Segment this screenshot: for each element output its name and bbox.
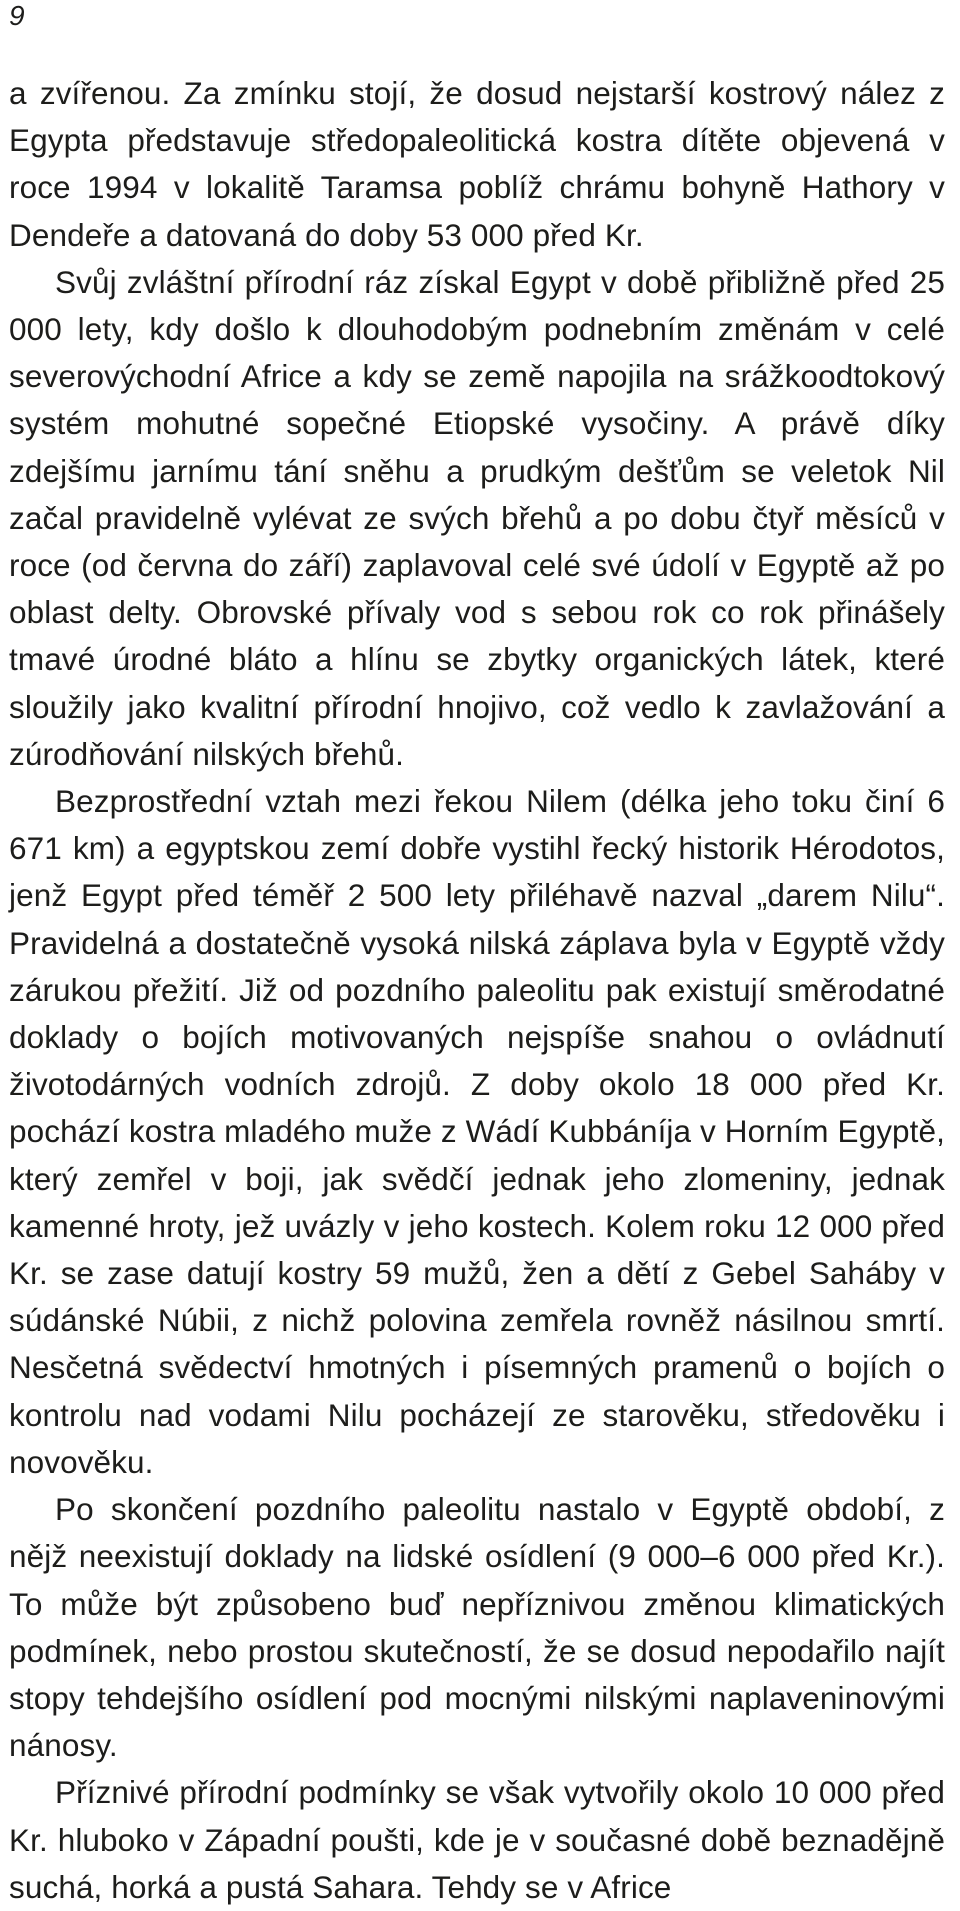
paragraph-2: Svůj zvláštní přírodní ráz získal Egypt v době přibližně před 25 000 lety, kdy došlo k dlouhodobým podnebním změnám v celé severovýchodní Africe a kdy se země napojila na srážkoodtokový systém mohutné sopečné Etiopské vysočiny. A právě díky zdejšímu jarnímu tání sněhu a prudkým dešťům se veletok Nil začal pravidelně vylévat ze svých břehů a po dobu čtyř měsíců v roce (od června do září) zaplavoval celé své údolí v Egyptě až po oblast delty. Obrovské přívaly vod s sebou rok co rok přinášely tmavé úrodné bláto a hlínu se zbytky organických látek, které sloužily jako kvalitní přírodní hnojivo, což vedlo k zavlažování a zúrodňování nilských břehů. <box>9 263 945 772</box>
paragraph-3: Bezprostřední vztah mezi řekou Nilem (délka jeho toku činí 6 671 km) a egyptskou zemí dobře vystihl řecký historik Hérodotos, jenž Egypt před téměř 2 500 lety přiléhavě nazval „darem Nilu“. Pravidelná a dostatečně vysoká nilská záplava byla v Egyptě vždy zárukou přežití. Již od pozdního paleolitu pak existují směrodatné doklady o bojích motivovaných nejspíše snahou o ovládnutí životodárných vodních zdrojů. Z doby okolo 18 000 před Kr. pochází kostra mladého muže z Wádí Kubbáníja v Horním Egyptě, který zemřel v boji, jak svědčí jednak jeho zlomeniny, jednak kamenné hroty, jež uvázly v jeho kostech. Kolem roku 12 000 před Kr. se zase datují kostry 59 mužů, žen a dětí z Gebel Saháby v súdánské Núbii, z nichž polovina zemřela rovněž násilnou smrtí. Nesčetná svědectví hmotných i písemných pramenů o bojích o kontrolu nad vodami Nilu pocházejí ze starověku, středověku i novověku. <box>9 783 945 1480</box>
paragraph-5: Příznivé přírodní podmínky se však vytvořily okolo 10 000 před Kr. hluboko v Západní poušti, kde je v současné době beznadějně suchá, horká a pustá Sahara. Tehdy se v Africe <box>9 1774 945 1905</box>
paragraph-1: a zvířenou. Za zmínku stojí, že dosud nejstarší kostrový nález z Egypta představuje středopaleolitická kostra dítěte objevená v roce 1994 v lokalitě Taramsa poblíž chrámu bohyně Hathory v Dendeře a datovaná do doby 53 000 před Kr. <box>9 75 945 253</box>
body-text <box>9 70 945 1911</box>
page-number: 9 <box>9 0 25 31</box>
paragraph-4: Po skončení pozdního paleolitu nastalo v Egyptě období, z nějž neexistují doklady na lidské osídlení (9 000–6 000 před Kr.). To může být způsobeno buď nepříznivou změnou klimatických podmínek, nebo prostou skutečností, že se dosud nepodařilo najít stopy tehdejšího osídlení pod mocnými nilskými naplaveninovými nánosy. <box>9 1491 945 1764</box>
